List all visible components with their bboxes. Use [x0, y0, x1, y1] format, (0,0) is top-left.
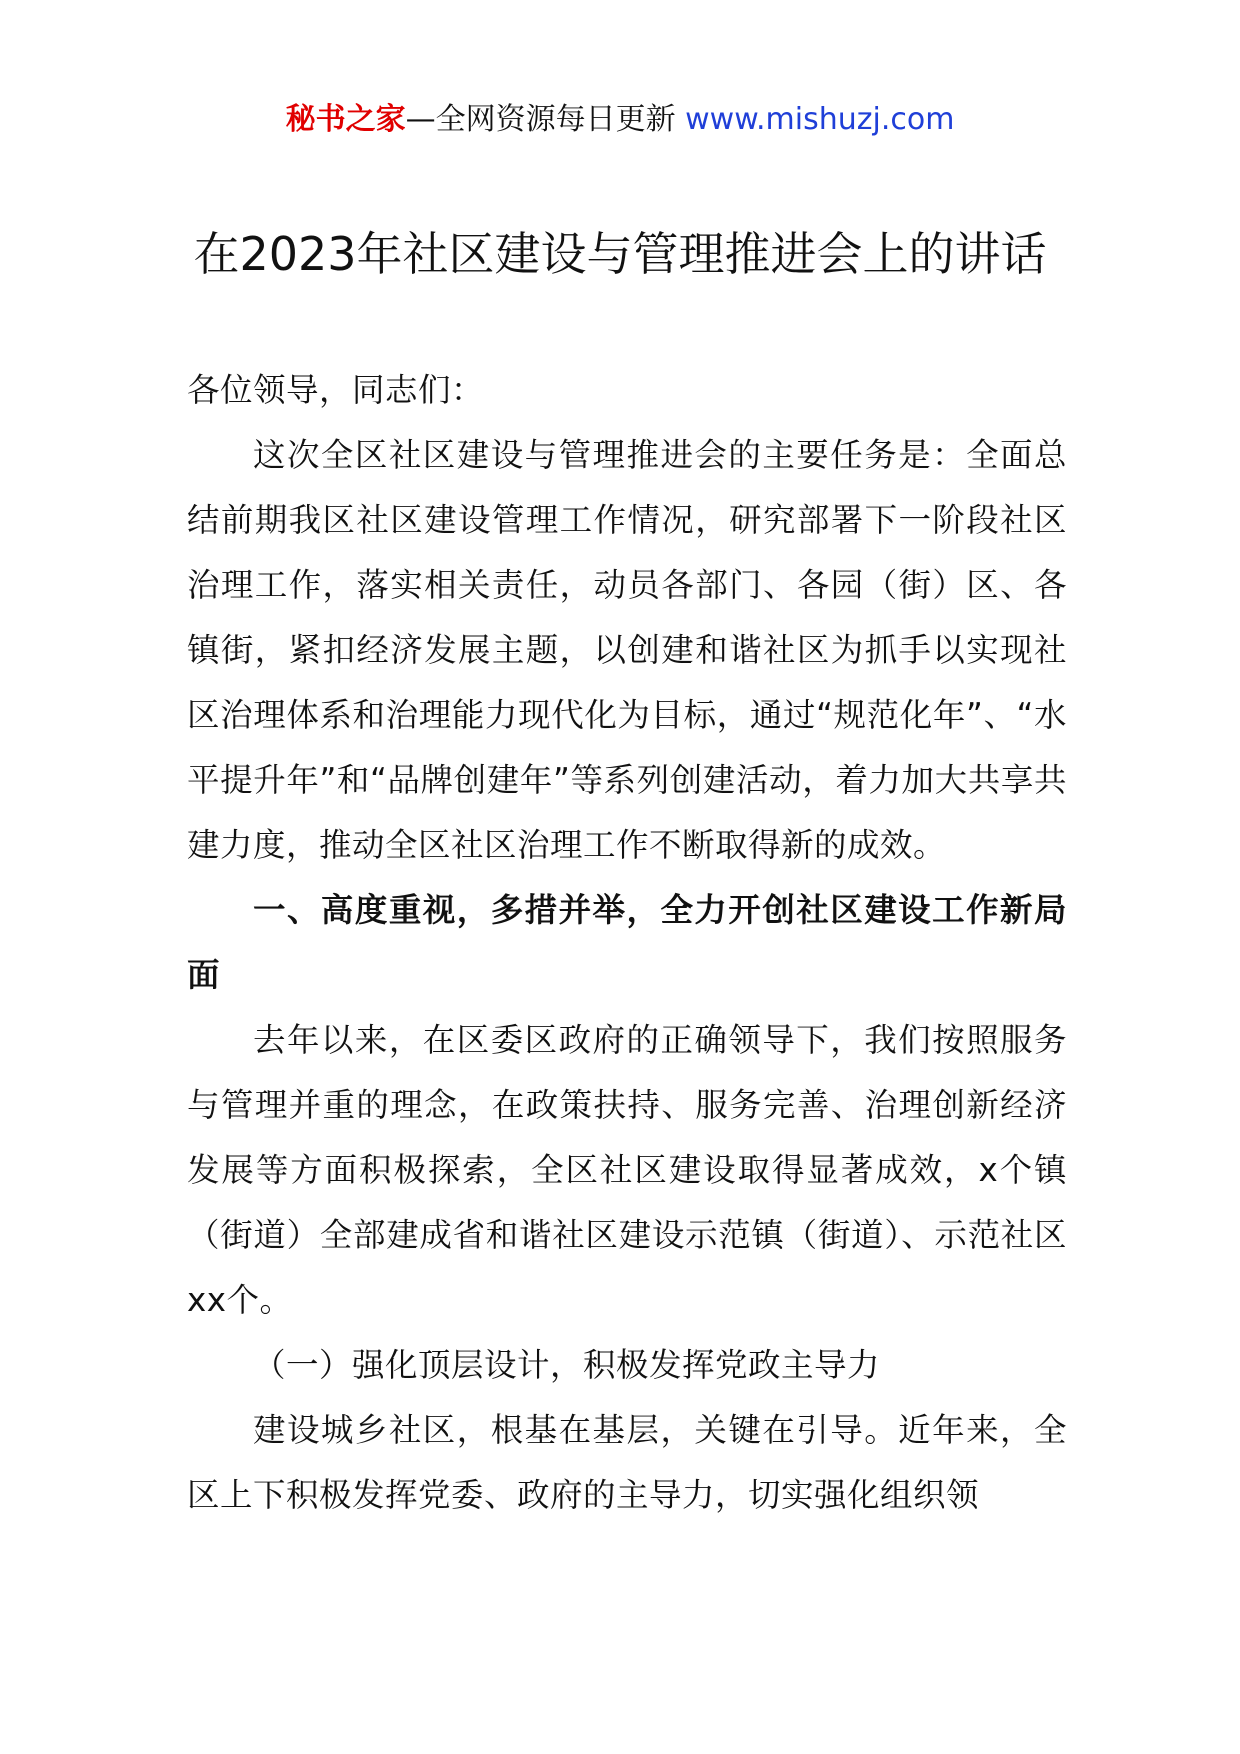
paragraph-intro: 这次全区社区建设与管理推进会的主要任务是：全面总结前期我区社区建设管理工作情况，研究部署下一阶段社区治理工作，落实相关责任，动员各部门、各园（街）区、各镇街，紧扣经济发展主题，以创建和谐社区为抓手以实现社区治理体系和治理能力现代化为目标，通过“规范化年”、“水平提升年”和“品牌创建年”等系列创建活动，着力加大共享共建力度，推动全区社区治理工作不断取得新的成效。 [187, 436, 1067, 864]
salutation: 各位领导，同志们： [187, 371, 485, 409]
document-title: 在2023年社区建设与管理推进会上的讲话 [193, 227, 1047, 281]
document-body [187, 358, 1067, 1528]
header-tagline: —全网资源每日更新 [405, 102, 676, 137]
subsection-heading-1: （一）强化顶层设计，积极发挥党政主导力 [253, 1346, 881, 1384]
brand-name: 秘书之家 [285, 102, 406, 137]
site-header [0, 98, 1240, 142]
paragraph-2: 去年以来，在区委区政府的正确领导下，我们按照服务与管理并重的理念，在政策扶持、服务完善、治理创新经济发展等方面积极探索，全区社区建设取得显著成效，x个镇（街道）全部建成省和谐社区建设示范镇（街道）、示范社区xx个。 [187, 1021, 1067, 1319]
paragraph-3: 建设城乡社区，根基在基层，关键在引导。近年来，全区上下积极发挥党委、政府的主导力，切实强化组织领 [187, 1411, 1067, 1514]
section-heading-1: 一、高度重视，多措并举，全力开创社区建设工作新局面 [187, 891, 1067, 994]
site-url-link[interactable]: www.mishuzj.com [685, 102, 955, 137]
